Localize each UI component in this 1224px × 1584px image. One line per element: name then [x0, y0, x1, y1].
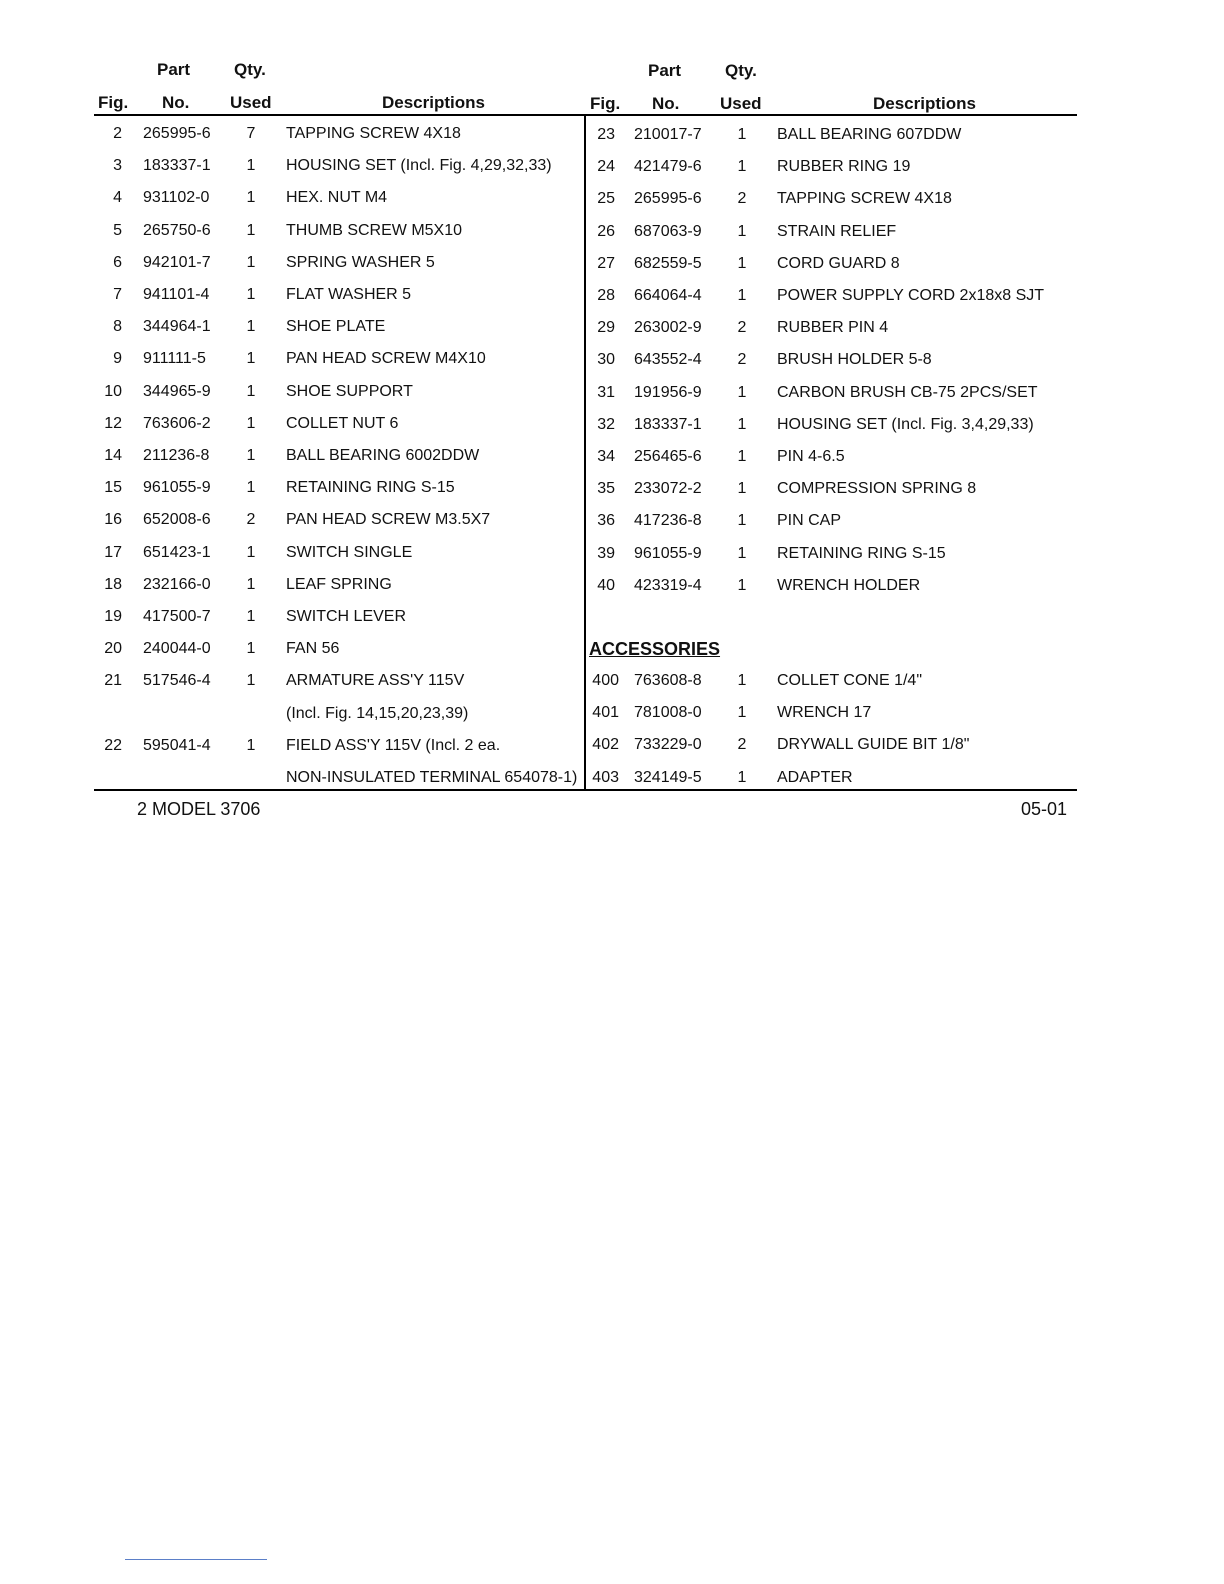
- fig-cell: 15: [104, 479, 122, 497]
- part-number-cell: 423319-4: [634, 576, 702, 594]
- description-cell: TAPPING SCREW 4X18: [286, 125, 461, 142]
- qty-cell: 1: [246, 350, 256, 368]
- part-number-cell: 911111-5: [143, 350, 206, 368]
- qty-cell: 1: [737, 672, 747, 689]
- description-cell: (Incl. Fig. 14,15,20,23,39): [286, 704, 469, 722]
- description-cell: WRENCH 17: [777, 704, 872, 722]
- qty-cell: 1: [737, 383, 747, 401]
- fig-cell: 30: [597, 351, 615, 369]
- qty-cell: 1: [246, 286, 256, 303]
- qty-cell: 1: [737, 576, 747, 594]
- qty-cell: 1: [737, 480, 747, 498]
- description-cell: RUBBER RING 19: [777, 158, 911, 176]
- description-cell: FAN 56: [286, 640, 340, 658]
- description-cell: BRUSH HOLDER 5-8: [777, 351, 932, 369]
- fig-cell: 402: [592, 736, 619, 754]
- qty-cell: 1: [246, 575, 256, 593]
- qty-cell: 7: [246, 125, 256, 142]
- right-part-header: No.: [652, 94, 680, 113]
- part-number-cell: 961055-9: [143, 479, 211, 497]
- part-number-cell: 941101-4: [143, 286, 210, 303]
- fig-cell: 9: [113, 350, 122, 368]
- qty-cell: 1: [246, 447, 256, 464]
- description-cell: SHOE SUPPORT: [286, 382, 413, 400]
- fig-cell: 401: [592, 704, 619, 722]
- part-number-cell: 682559-5: [634, 254, 702, 272]
- description-cell: NON-INSULATED TERMINAL 654078-1): [286, 769, 578, 786]
- description-cell: SHOE PLATE: [286, 318, 386, 336]
- fig-cell: 403: [592, 768, 619, 786]
- part-number-cell: 265995-6: [143, 125, 211, 142]
- qty-cell: 1: [737, 158, 747, 176]
- qty-cell: 1: [246, 157, 256, 175]
- fig-cell: 17: [104, 543, 122, 561]
- description-cell: WRENCH HOLDER: [777, 576, 921, 594]
- part-number-cell: 210017-7: [634, 126, 702, 143]
- part-number-cell: 733229-0: [634, 736, 702, 754]
- fig-cell: 27: [597, 254, 615, 272]
- footer-date: 05-01: [1021, 799, 1068, 819]
- description-cell: RUBBER PIN 4: [777, 319, 889, 337]
- qty-cell: 1: [246, 253, 256, 271]
- description-cell: BALL BEARING 6002DDW: [286, 447, 480, 464]
- fig-cell: 31: [597, 383, 615, 401]
- fig-cell: 36: [597, 512, 615, 530]
- fig-cell: 25: [597, 190, 615, 208]
- qty-cell: 1: [737, 704, 747, 722]
- qty-cell: 1: [737, 287, 747, 304]
- description-cell: HOUSING SET (Incl. Fig. 4,29,32,33): [286, 157, 552, 175]
- description-cell: ARMATURE ASS'Y 115V: [286, 672, 465, 690]
- qty-cell: 1: [246, 640, 256, 658]
- description-cell: SPRING WASHER 5: [286, 253, 435, 271]
- fig-cell: 2: [113, 125, 122, 142]
- description-cell: LEAF SPRING: [286, 575, 392, 593]
- part-number-cell: 651423-1: [143, 543, 211, 561]
- part-number-cell: 763606-2: [143, 414, 211, 432]
- description-cell: CORD GUARD 8: [777, 254, 900, 272]
- part-number-cell: 265750-6: [143, 221, 211, 239]
- description-cell: ADAPTER: [777, 768, 853, 786]
- qty-cell: 1: [246, 221, 256, 239]
- fig-cell: 7: [113, 286, 122, 303]
- description-cell: CARBON BRUSH CB-75 2PCS/SET: [777, 383, 1038, 401]
- part-number-cell: 664064-4: [634, 287, 702, 304]
- description-cell: COLLET CONE 1/4": [777, 672, 922, 689]
- part-number-cell: 211236-8: [143, 447, 210, 464]
- fig-cell: 3: [113, 157, 122, 175]
- part-number-cell: 256465-6: [634, 448, 702, 465]
- part-number-cell: 344965-9: [143, 382, 211, 400]
- fig-cell: 5: [113, 221, 122, 239]
- description-cell: POWER SUPPLY CORD 2x18x8 SJT: [777, 287, 1045, 304]
- part-number-cell: 781008-0: [634, 704, 702, 722]
- part-number-cell: 191956-9: [634, 383, 702, 401]
- qty-cell: 1: [737, 512, 747, 530]
- right-desc-header: Descriptions: [873, 94, 976, 113]
- part-number-cell: 652008-6: [143, 511, 211, 529]
- part-number-cell: 240044-0: [143, 640, 211, 658]
- part-number-cell: 344964-1: [143, 318, 211, 336]
- fig-cell: 22: [104, 736, 122, 754]
- description-cell: SWITCH LEVER: [286, 608, 407, 625]
- fig-cell: 4: [113, 189, 122, 207]
- description-cell: BALL BEARING 607DDW: [777, 126, 962, 143]
- qty-cell: 2: [246, 511, 256, 529]
- left-part-header-top: Part: [157, 60, 191, 79]
- right-qty-header: Used: [720, 94, 762, 113]
- part-number-cell: 233072-2: [634, 480, 702, 498]
- qty-cell: 1: [246, 479, 256, 497]
- bottom-blue-line: [125, 1559, 267, 1560]
- fig-cell: 19: [104, 608, 122, 625]
- description-cell: FIELD ASS'Y 115V (Incl. 2 ea.: [286, 736, 501, 754]
- left-fig-header: Fig.: [98, 93, 129, 112]
- accessories-title: ACCESSORIES: [589, 639, 721, 659]
- fig-cell: 18: [104, 575, 122, 593]
- part-number-cell: 763608-8: [634, 672, 702, 689]
- qty-cell: 1: [246, 608, 256, 625]
- fig-cell: 10: [104, 382, 122, 400]
- fig-cell: 6: [113, 253, 122, 271]
- qty-cell: 1: [246, 736, 256, 754]
- qty-cell: 1: [737, 544, 747, 562]
- description-cell: TAPPING SCREW 4X18: [777, 190, 952, 208]
- fig-cell: 34: [597, 448, 615, 465]
- left-qty-header: Used: [230, 93, 272, 112]
- qty-cell: 1: [737, 768, 747, 786]
- qty-cell: 1: [737, 126, 747, 143]
- part-number-cell: 265995-6: [634, 190, 702, 208]
- right-fig-header: Fig.: [590, 94, 621, 113]
- part-number-cell: 324149-5: [634, 768, 702, 786]
- qty-cell: 2: [737, 190, 747, 208]
- fig-cell: 12: [104, 414, 122, 432]
- fig-cell: 29: [597, 319, 615, 337]
- qty-cell: 1: [246, 543, 256, 561]
- fig-cell: 16: [104, 511, 122, 529]
- right-part-header-top: Part: [648, 61, 682, 80]
- qty-cell: 1: [246, 382, 256, 400]
- fig-cell: 8: [113, 318, 122, 336]
- description-cell: PAN HEAD SCREW M4X10: [286, 350, 486, 368]
- qty-cell: 2: [737, 319, 747, 337]
- description-cell: HEX. NUT M4: [286, 189, 388, 207]
- qty-cell: 1: [246, 414, 256, 432]
- footer-model: 2 MODEL 3706: [137, 799, 261, 819]
- part-number-cell: 595041-4: [143, 736, 211, 754]
- left-qty-header-top: Qty.: [234, 60, 266, 79]
- fig-cell: 24: [597, 158, 615, 176]
- right-qty-header-top: Qty.: [725, 61, 757, 80]
- left-desc-header: Descriptions: [382, 93, 485, 112]
- description-cell: STRAIN RELIEF: [777, 222, 897, 240]
- qty-cell: 1: [737, 448, 747, 465]
- part-number-cell: 183337-1: [634, 415, 702, 433]
- left-part-header: No.: [162, 93, 190, 112]
- description-cell: RETAINING RING S-15: [777, 544, 946, 562]
- part-number-cell: 643552-4: [634, 351, 702, 369]
- fig-cell: 32: [597, 415, 615, 433]
- description-cell: COLLET NUT 6: [286, 414, 399, 432]
- fig-cell: 39: [597, 544, 615, 562]
- description-cell: FLAT WASHER 5: [286, 286, 412, 303]
- part-number-cell: 421479-6: [634, 158, 702, 176]
- description-cell: RETAINING RING S-15: [286, 479, 455, 497]
- part-number-cell: 232166-0: [143, 575, 211, 593]
- part-number-cell: 263002-9: [634, 319, 702, 337]
- description-cell: COMPRESSION SPRING 8: [777, 480, 977, 498]
- part-number-cell: 687063-9: [634, 222, 702, 240]
- part-number-cell: 961055-9: [634, 544, 702, 562]
- fig-cell: 35: [597, 480, 615, 498]
- qty-cell: 1: [737, 222, 747, 240]
- description-cell: SWITCH SINGLE: [286, 543, 413, 561]
- part-number-cell: 417236-8: [634, 512, 702, 530]
- description-cell: PAN HEAD SCREW M3.5X7: [286, 511, 491, 529]
- fig-cell: 26: [597, 222, 615, 240]
- part-number-cell: 417500-7: [143, 608, 211, 625]
- fig-cell: 14: [104, 447, 122, 464]
- qty-cell: 1: [246, 318, 256, 336]
- qty-cell: 2: [737, 736, 747, 754]
- qty-cell: 1: [246, 672, 256, 690]
- fig-cell: 23: [597, 126, 615, 143]
- qty-cell: 1: [246, 189, 256, 207]
- fig-cell: 28: [597, 287, 615, 304]
- part-number-cell: 517546-4: [143, 672, 211, 690]
- description-cell: PIN CAP: [777, 512, 842, 530]
- description-cell: PIN 4-6.5: [777, 448, 845, 465]
- footer-rule: [94, 789, 1077, 791]
- part-number-cell: 183337-1: [143, 157, 211, 175]
- description-cell: HOUSING SET (Incl. Fig. 3,4,29,33): [777, 415, 1034, 433]
- qty-cell: 1: [737, 254, 747, 272]
- description-cell: THUMB SCREW M5X10: [286, 221, 463, 239]
- part-number-cell: 942101-7: [143, 253, 211, 271]
- part-number-cell: 931102-0: [143, 189, 210, 207]
- fig-cell: 21: [104, 672, 122, 690]
- description-cell: DRYWALL GUIDE BIT 1/8": [777, 736, 970, 754]
- fig-cell: 400: [592, 672, 619, 689]
- qty-cell: 1: [737, 415, 747, 433]
- qty-cell: 2: [737, 351, 747, 369]
- fig-cell: 20: [104, 640, 122, 658]
- fig-cell: 40: [597, 576, 615, 594]
